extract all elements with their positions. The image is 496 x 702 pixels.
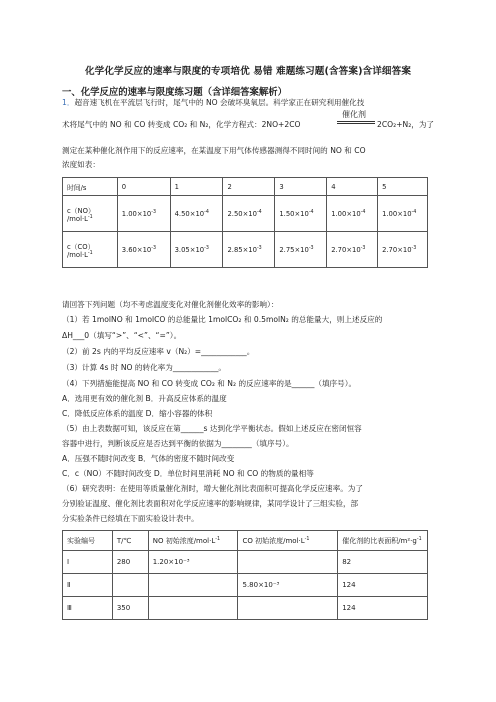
table-row <box>63 597 428 620</box>
table-cell: Ⅲ <box>63 597 113 620</box>
table-header-cell: 4 <box>327 178 378 196</box>
section-heading: 一、化学反应的速率与限度练习题（含详细答案解析） <box>62 87 288 98</box>
question-line: 容器中进行，判断该反应是否达到平衡的依据为________（填序号）。 <box>62 439 294 448</box>
row-label: c（NO） $/mol\cdot L^{-1}$ <box>63 196 118 232</box>
table-cell: $4.50\times 10^{-4}$ <box>170 196 223 232</box>
row-label: c（CO） $/mol\cdot L^{-1}$ <box>63 232 118 268</box>
table-cell: $2.70\times 10^{-3}$ <box>327 232 378 268</box>
intro-line-4: 浓度如表： <box>62 160 100 169</box>
table-cell: $2.85\times 10^{-3}$ <box>223 232 275 268</box>
table-header-cell: 时间/s <box>63 178 118 196</box>
table-cell: 124 <box>338 574 428 597</box>
experiment-design-table <box>62 530 428 620</box>
table-row <box>63 574 428 597</box>
question-line: （4）下列措施能提高 NO 和 CO 转变成 CO₂ 和 N₂ 的反应速率的是______（填序号）。 <box>62 379 357 388</box>
table-cell: 1.20×10⁻³ <box>148 551 238 574</box>
table-cell: $3.60\times 10^{-3}$ <box>117 232 170 268</box>
table-cell <box>148 574 238 597</box>
table-cell <box>148 597 238 620</box>
table-cell: Ⅰ <box>63 551 113 574</box>
question-line: A．压强不随时间改变 B．气体的密度不随时间改变 <box>62 454 235 463</box>
table-header-cell: 5 <box>378 178 428 196</box>
table-header-cell: 0 <box>117 178 170 196</box>
question-line: （5）由上表数据可知，该反应在第______s 达到化学平衡状态。假如上述反应在密闭恒容 <box>62 424 362 433</box>
question-line: （6）研究表明：在使用等质量催化剂时，增大催化剂比表面积可提高化学反应速率。为了 <box>62 484 363 493</box>
equation-condition: 催化剂 <box>342 110 366 119</box>
table-cell: Ⅱ <box>63 574 113 597</box>
table-header-row <box>63 178 428 196</box>
table-row <box>63 232 428 268</box>
intro-line-2: 术将尾气中的 NO 和 CO 转变成 CO₂ 和 N₂，化学方程式：2NO+2CO <box>62 120 301 129</box>
question-line: 请回答下列问题（均不考虑温度变化对催化剂催化效率的影响）： <box>62 300 279 309</box>
intro-line-2-tail: 2CO₂+N₂，为了 <box>377 120 435 129</box>
table-cell: 124 <box>338 597 428 620</box>
table-cell: $1.00\times 10^{-4}$ <box>378 196 428 232</box>
question-line: 分实验条件已经填在下面实验设计表中。 <box>62 514 199 523</box>
question-line: 分别验证温度、催化剂比表面积对化学反应速率的影响规律，某同学设计了三组实验，部 <box>62 499 359 508</box>
question-line: A．选用更有效的催化剂 B．升高反应体系的温度 <box>62 394 227 403</box>
table-cell: 82 <box>338 551 428 574</box>
table-cell: $3.05\times 10^{-3}$ <box>170 232 223 268</box>
question-line: C．c（NO）不随时间改变 D．单位时间里消耗 NO 和 CO 的物质的量相等 <box>62 469 314 478</box>
table-header-row <box>63 531 428 551</box>
table-cell: 350 <box>112 597 148 620</box>
table-header-cell: 催化剂的比表面积$/m^2\cdot g^{-1}$ <box>338 531 428 551</box>
question-line: （3）计算 4s 时 NO 的转化率为____________。 <box>62 363 227 372</box>
intro-line-1: 1．超音速飞机在平流层飞行时，尾气中的 NO 会破坏臭氧层。科学家正在研究利用催化技 <box>62 98 365 107</box>
question-line: C．降低反应体系的温度 D．缩小容器的体积 <box>62 409 213 418</box>
table-header-cell: 2 <box>223 178 275 196</box>
table-cell <box>112 574 148 597</box>
table-row <box>63 196 428 232</box>
table-cell: $2.75\times 10^{-3}$ <box>275 232 327 268</box>
table-row <box>63 551 428 574</box>
question-line: （1）若 1molNO 和 1molCO 的总能量比 1molCO₂ 和 0.5molN₂ 的总能量大，则上述反应的 <box>62 315 383 324</box>
table-cell: 280 <box>112 551 148 574</box>
table-header-cell: 实验编号 <box>63 531 113 551</box>
table-cell <box>238 597 338 620</box>
table-cell: $1.50\times 10^{-4}$ <box>275 196 327 232</box>
table-header-cell: T/℃ <box>112 531 148 551</box>
intro-line-3: 测定在某种催化剂作用下的反应速率，在某温度下用气体传感器测得不同时间的 NO 和 CO <box>62 146 366 155</box>
question-line: ΔH___0（填写“>”、“<”、“=”）。 <box>62 331 182 340</box>
table-header-cell: 3 <box>275 178 327 196</box>
table-header-cell: NO 初始浓度$/mol\cdot L^{-1}$ <box>148 531 238 551</box>
equation-arrow <box>337 121 375 124</box>
table-header-cell: CO 初始浓度$/mol\cdot L^{-1}$ <box>238 531 338 551</box>
question-number: 1． <box>62 98 75 107</box>
table-header-cell: 1 <box>170 178 223 196</box>
table-cell <box>238 551 338 574</box>
concentration-table <box>62 177 428 268</box>
table-cell: $1.00\times 10^{-3}$ <box>117 196 170 232</box>
question-line: （2）前 2s 内的平均反应速率 v（N₂）=____________。 <box>62 347 255 356</box>
table-cell: $2.50\times 10^{-4}$ <box>223 196 275 232</box>
table-cell: $2.70\times 10^{-3}$ <box>378 232 428 268</box>
document-title: 化学化学反应的速率与限度的专项培优 易错 难题练习题(含答案)含详细答案 <box>84 66 412 77</box>
table-cell: $1.00\times 10^{-4}$ <box>327 196 378 232</box>
table-cell: 5.80×10⁻³ <box>238 574 338 597</box>
